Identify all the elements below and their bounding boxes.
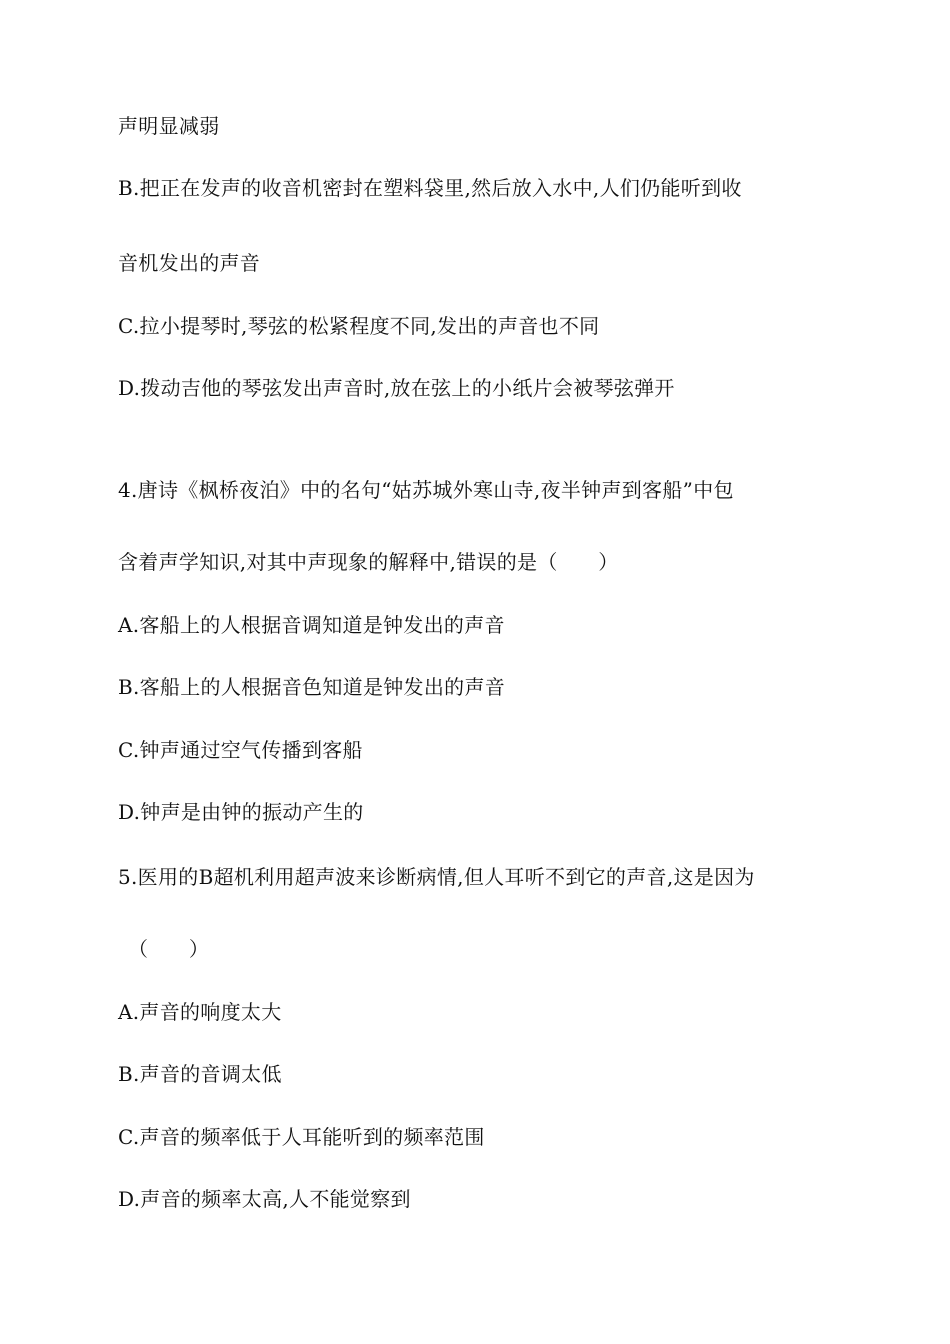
q3-option-d: D.拨动吉他的琴弦发出声音时,放在弦上的小纸片会被琴弦弹开 (118, 376, 675, 400)
q3-option-a-tail: 声明显减弱 (118, 114, 220, 138)
q5-stem-line1: 5.医用的B超机利用超声波来诊断病情,但人耳听不到它的声音,这是因为 (118, 865, 755, 889)
q4-stem-line2: 含着声学知识,对其中声现象的解释中,错误的是（ ） (118, 550, 619, 574)
q4-option-a: A.客船上的人根据音调知道是钟发出的声音 (118, 613, 505, 637)
q5-option-a: A.声音的响度太大 (118, 1000, 282, 1024)
q4-option-b: B.客船上的人根据音色知道是钟发出的声音 (118, 675, 506, 699)
q5-option-c: C.声音的频率低于人耳能听到的频率范围 (118, 1125, 485, 1149)
q4-stem-line1: 4.唐诗《枫桥夜泊》中的名句“姑苏城外寒山寺,夜半钟声到客船”中包 (118, 478, 734, 502)
q3-option-b-line1: B.把正在发声的收音机密封在塑料袋里,然后放入水中,人们仍能听到收 (118, 176, 742, 200)
q3-option-b-line2: 音机发出的声音 (118, 251, 261, 275)
q5-option-b: B.声音的音调太低 (118, 1062, 282, 1086)
q4-option-d: D.钟声是由钟的振动产生的 (118, 800, 364, 824)
q3-option-c: C.拉小提琴时,琴弦的松紧程度不同,发出的声音也不同 (118, 314, 600, 338)
q5-option-d: D.声音的频率太高,人不能觉察到 (118, 1187, 411, 1211)
q5-stem-line2: （ ） (128, 937, 210, 961)
q4-option-c: C.钟声通过空气传播到客船 (118, 738, 363, 762)
